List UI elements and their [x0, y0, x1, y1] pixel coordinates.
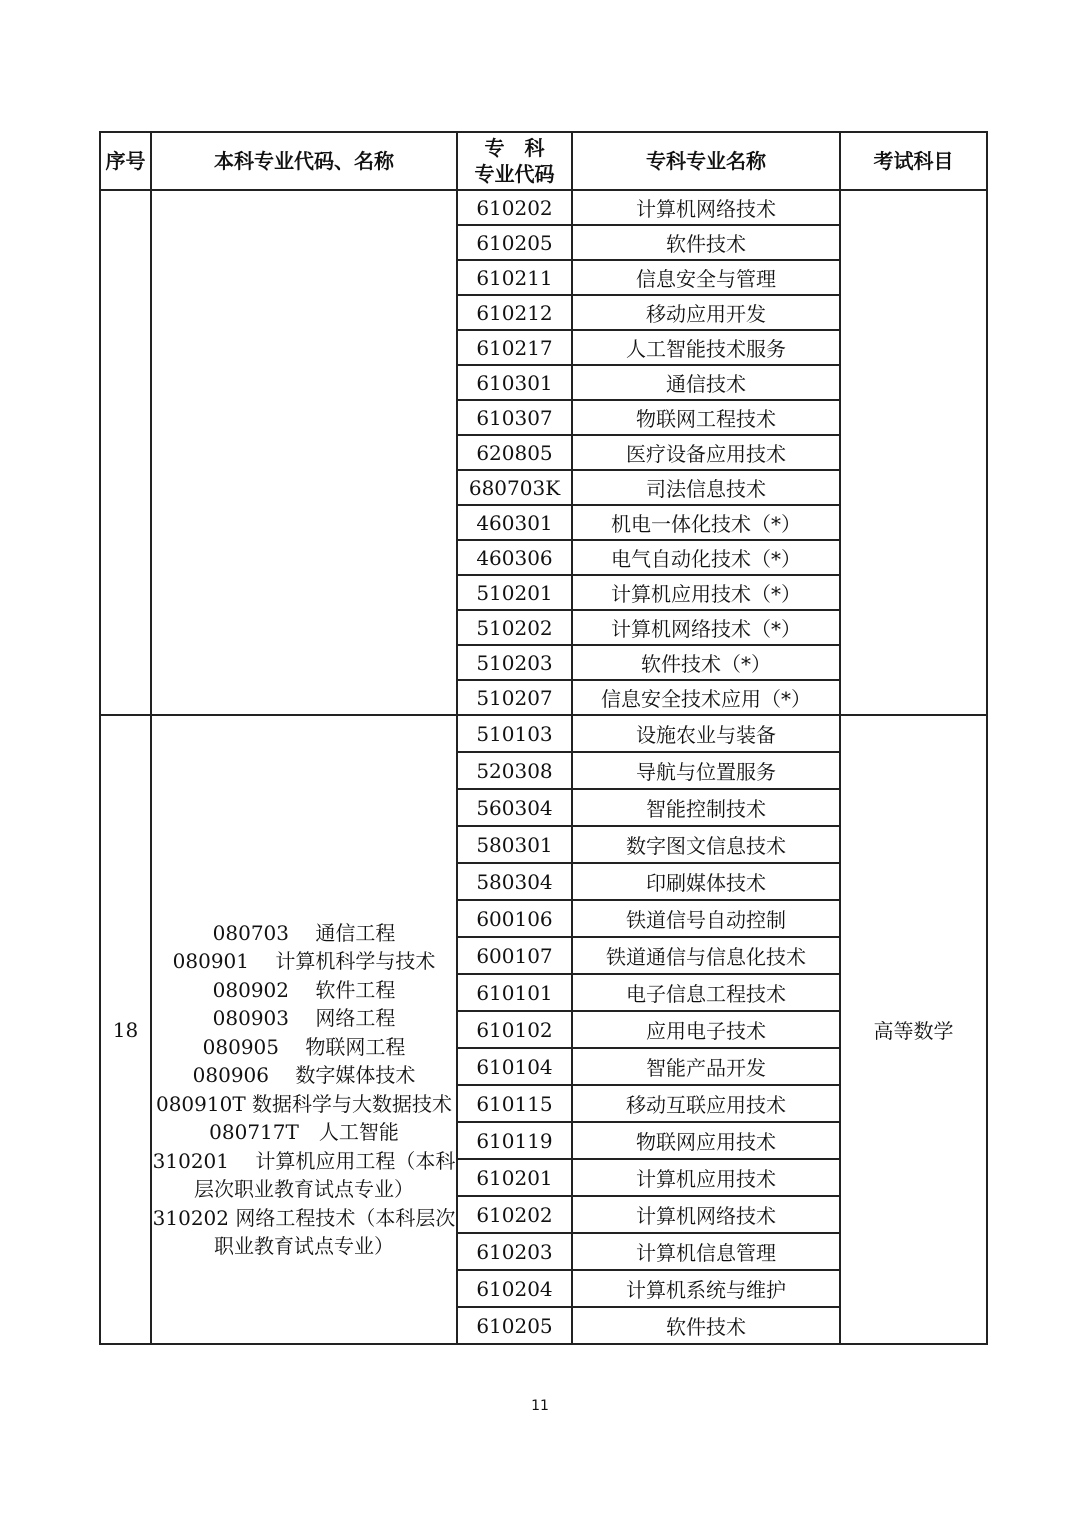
undergrad-major-item: 310201 计算机应用工程（本科层次职业教育试点专业）: [152, 1148, 456, 1201]
junior-major-name: 导航与位置服务: [572, 752, 840, 789]
junior-major-code: 610307: [457, 400, 572, 435]
junior-major-name: 计算机网络技术（*）: [572, 610, 840, 645]
junior-major-code: 510201: [457, 575, 572, 610]
undergrad-major-item: 080901 计算机科学与技术: [172, 949, 436, 973]
junior-major-name: 信息安全技术应用（*）: [572, 680, 840, 715]
junior-major-code: 460301: [457, 505, 572, 540]
junior-major-code: 600106: [457, 900, 572, 937]
junior-major-code: 610202: [457, 1196, 572, 1233]
junior-major-name: 智能控制技术: [572, 789, 840, 826]
undergrad-major-item: 080902 软件工程: [212, 977, 396, 1002]
header-junior-name: 专科专业名称: [572, 132, 840, 190]
undergrad-major-item: 080906 数字媒体技术: [192, 1063, 416, 1087]
junior-major-name: 计算机系统与维护: [572, 1270, 840, 1307]
junior-major-code: 460306: [457, 540, 572, 575]
junior-major-code: 580301: [457, 826, 572, 863]
junior-major-name: 印刷媒体技术: [572, 863, 840, 900]
junior-major-name: 计算机信息管理: [572, 1233, 840, 1270]
header-seq: 序号: [100, 132, 151, 190]
header-undergrad-major: 本科专业代码、名称: [151, 132, 457, 190]
junior-major-code: 610201: [457, 1159, 572, 1196]
junior-major-name: 应用电子技术: [572, 1011, 840, 1048]
header-junior-code: [457, 132, 572, 190]
junior-major-code: 520308: [457, 752, 572, 789]
junior-major-code: 510103: [457, 715, 572, 752]
junior-major-name: 计算机应用技术: [572, 1159, 840, 1196]
junior-major-code: 510202: [457, 610, 572, 645]
junior-major-name: 设施农业与装备: [572, 715, 840, 752]
junior-major-code: 610211: [457, 260, 572, 295]
junior-major-code: 610202: [457, 190, 572, 225]
junior-major-code: 610101: [457, 974, 572, 1011]
junior-major-code: 510207: [457, 680, 572, 715]
junior-major-code: 610212: [457, 295, 572, 330]
junior-major-name: 司法信息技术: [572, 470, 840, 505]
junior-major-name: 软件技术: [572, 225, 840, 260]
junior-major-name: 物联网应用技术: [572, 1122, 840, 1159]
junior-major-code: 600107: [457, 937, 572, 974]
junior-major-code: 610104: [457, 1048, 572, 1085]
junior-major-name: 电气自动化技术（*）: [572, 540, 840, 575]
undergrad-major-item: 310202 网络工程技术（本科层次职业教育试点专业）: [152, 1205, 456, 1258]
undergrad-majors-cell: [151, 715, 457, 1344]
seq-cell: 18: [100, 715, 151, 1344]
table-row: [100, 715, 987, 752]
junior-major-name: 铁道信号自动控制: [572, 900, 840, 937]
junior-major-name: 物联网工程技术: [572, 400, 840, 435]
header-exam-subject: 考试科目: [840, 132, 987, 190]
undergrad-major-item: 080717T 人工智能: [209, 1120, 399, 1144]
junior-major-code: 610301: [457, 365, 572, 400]
header-junior-code-line2: 专业代码: [474, 162, 555, 186]
junior-major-code: 620805: [457, 435, 572, 470]
junior-major-code: 610217: [457, 330, 572, 365]
junior-major-name: 数字图文信息技术: [572, 826, 840, 863]
junior-major-name: 移动互联应用技术: [572, 1085, 840, 1122]
junior-major-name: 计算机网络技术: [572, 190, 840, 225]
junior-major-code: 610115: [457, 1085, 572, 1122]
junior-major-name: 智能产品开发: [572, 1048, 840, 1085]
exam-subject-cell: 高等数学: [840, 715, 987, 1344]
junior-major-code: 510203: [457, 645, 572, 680]
junior-major-code: 610102: [457, 1011, 572, 1048]
undergrad-major-list: [152, 799, 456, 1261]
junior-major-name: 人工智能技术服务: [572, 330, 840, 365]
majors-table: [99, 131, 988, 1345]
junior-major-name: 软件技术: [572, 1307, 840, 1344]
junior-major-name: 计算机网络技术: [572, 1196, 840, 1233]
junior-major-name: 软件技术（*）: [572, 645, 840, 680]
junior-major-code: 560304: [457, 789, 572, 826]
junior-major-name: 机电一体化技术（*）: [572, 505, 840, 540]
undergrad-major-item: 080910T 数据科学与大数据技术: [155, 1091, 453, 1116]
undergrad-major-item: 080905 物联网工程: [202, 1034, 406, 1059]
junior-major-name: 移动应用开发: [572, 295, 840, 330]
undergrad-major-item: 080703 通信工程: [212, 920, 396, 945]
exam-subject-cell: [840, 190, 987, 715]
junior-major-name: 计算机应用技术（*）: [572, 575, 840, 610]
seq-cell: [100, 190, 151, 715]
junior-major-name: 铁道通信与信息化技术: [572, 937, 840, 974]
table-header-row: [100, 132, 987, 190]
junior-major-name: 信息安全与管理: [572, 260, 840, 295]
junior-major-code: 580304: [457, 863, 572, 900]
junior-major-name: 电子信息工程技术: [572, 974, 840, 1011]
junior-major-name: 医疗设备应用技术: [572, 435, 840, 470]
table-row: [100, 190, 987, 225]
junior-major-code: 610203: [457, 1233, 572, 1270]
undergrad-major-item: 080903 网络工程: [212, 1006, 396, 1030]
junior-major-code: 610205: [457, 1307, 572, 1344]
junior-major-code: 610119: [457, 1122, 572, 1159]
page-number: 11: [531, 1398, 549, 1414]
junior-major-code: 610204: [457, 1270, 572, 1307]
undergrad-majors-cell: [151, 190, 457, 715]
header-junior-code-line1: 专 科: [484, 136, 545, 160]
junior-major-code: 680703K: [457, 470, 572, 505]
junior-major-code: 610205: [457, 225, 572, 260]
junior-major-name: 通信技术: [572, 365, 840, 400]
